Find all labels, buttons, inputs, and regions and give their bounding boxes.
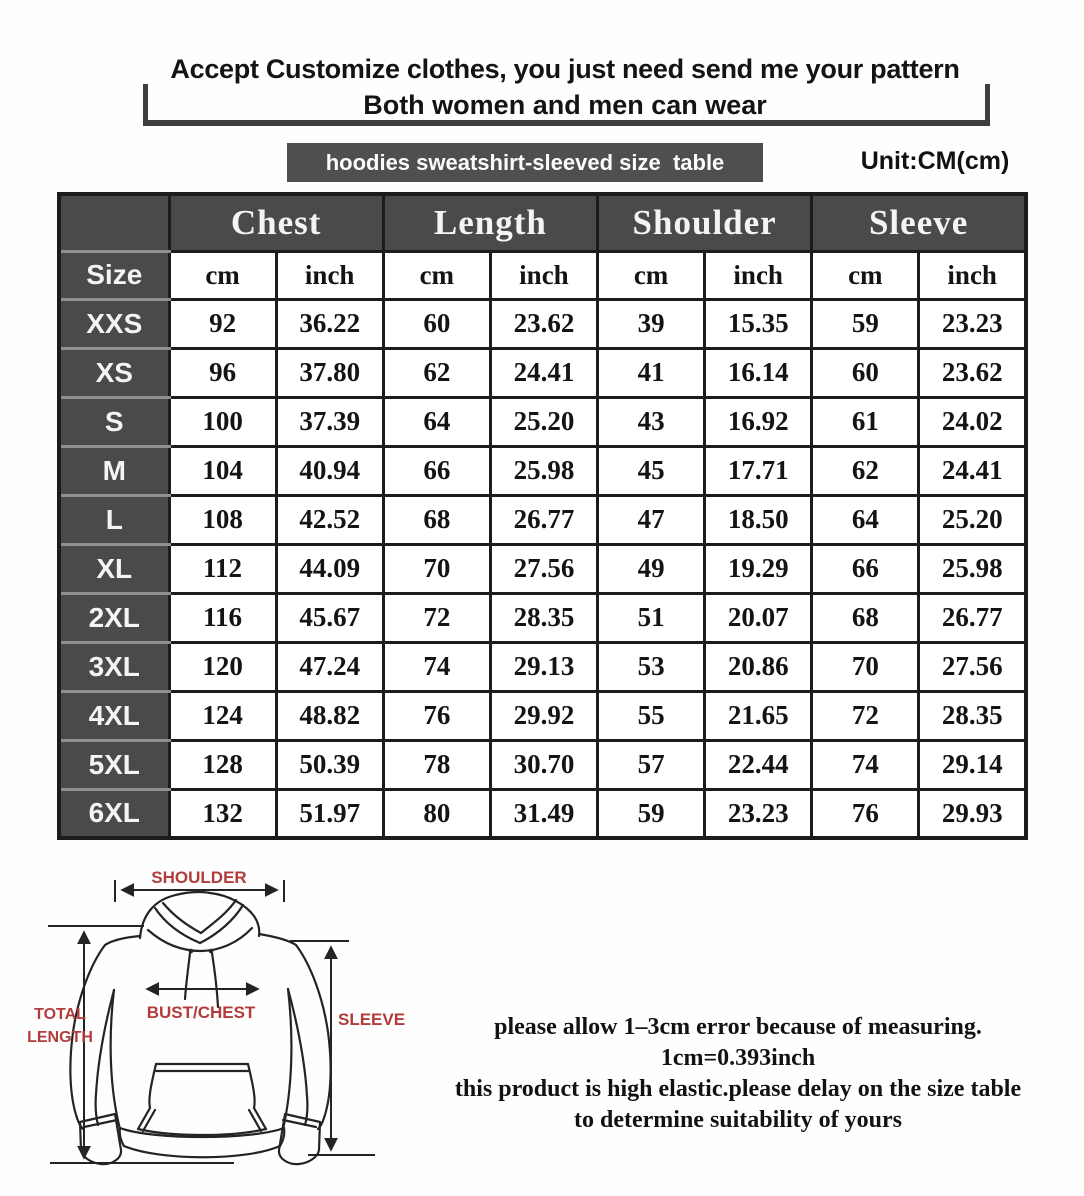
table-cell: 59 — [598, 789, 705, 838]
hoodie-measurement-diagram — [2, 858, 422, 1196]
table-cell: 45.67 — [276, 593, 383, 642]
note-line: this product is high elastic.please delay on the size table — [454, 1076, 1022, 1102]
table-cell: 15.35 — [705, 299, 812, 348]
table-cell: 40.94 — [276, 446, 383, 495]
column-group-shoulder: Shoulder — [598, 194, 812, 251]
table-cell: 66 — [812, 544, 919, 593]
size-label: 5XL — [59, 740, 169, 789]
table-cell: 74 — [812, 740, 919, 789]
table-cell: 124 — [169, 691, 276, 740]
table-cell: 36.22 — [276, 299, 383, 348]
table-cell: 27.56 — [919, 642, 1026, 691]
table-cell: 16.14 — [705, 348, 812, 397]
table-cell: 64 — [812, 495, 919, 544]
table-units-row — [59, 251, 1026, 299]
size-table-container — [57, 192, 1028, 840]
table-cell: 50.39 — [276, 740, 383, 789]
unit-header-cell: cm — [383, 251, 490, 299]
table-cell: 28.35 — [490, 593, 597, 642]
table-cell: 47.24 — [276, 642, 383, 691]
table-row-6xl — [59, 789, 1026, 838]
table-cell: 23.62 — [490, 299, 597, 348]
table-cell: 104 — [169, 446, 276, 495]
table-cell: 62 — [812, 446, 919, 495]
heading-line2: Both women and men can wear — [363, 90, 767, 120]
total-length-label-line1: TOTAL — [34, 1006, 86, 1023]
hoodie-outline — [70, 892, 330, 1164]
unit-header-cell: cm — [169, 251, 276, 299]
table-cell: 100 — [169, 397, 276, 446]
note-line: please allow 1–3cm error because of measuring. — [494, 1014, 982, 1040]
table-cell: 72 — [383, 593, 490, 642]
size-column-header: Size — [59, 251, 169, 299]
table-cell: 49 — [598, 544, 705, 593]
table-cell: 24.02 — [919, 397, 1026, 446]
table-cell: 25.98 — [490, 446, 597, 495]
table-cell: 25.20 — [919, 495, 1026, 544]
table-cell: 61 — [812, 397, 919, 446]
table-cell: 112 — [169, 544, 276, 593]
unit-header-cell: inch — [919, 251, 1026, 299]
table-cell: 29.14 — [919, 740, 1026, 789]
size-label: M — [59, 446, 169, 495]
total-length-label-line2: LENGTH — [27, 1029, 93, 1046]
unit-header-cell: inch — [490, 251, 597, 299]
table-cell: 128 — [169, 740, 276, 789]
table-cell: 60 — [812, 348, 919, 397]
size-label: S — [59, 397, 169, 446]
table-cell: 26.77 — [490, 495, 597, 544]
table-row-m — [59, 446, 1026, 495]
table-row-xxs — [59, 299, 1026, 348]
table-cell: 96 — [169, 348, 276, 397]
table-cell: 44.09 — [276, 544, 383, 593]
table-row-2xl — [59, 593, 1026, 642]
table-cell: 62 — [383, 348, 490, 397]
unit-header-cell: cm — [812, 251, 919, 299]
table-row-5xl — [59, 740, 1026, 789]
heading-bracket-rule — [143, 84, 990, 126]
table-row-s — [59, 397, 1026, 446]
table-cell: 74 — [383, 642, 490, 691]
table-cell: 18.50 — [705, 495, 812, 544]
unit-header-cell: cm — [598, 251, 705, 299]
bust-chest-label: BUST/CHEST — [146, 1003, 256, 1022]
table-cell: 57 — [598, 740, 705, 789]
table-cell: 80 — [383, 789, 490, 838]
unit-label: Unit:CM(cm) — [860, 147, 1010, 175]
table-group-header-row — [59, 194, 1026, 251]
table-cell: 29.92 — [490, 691, 597, 740]
table-cell: 132 — [169, 789, 276, 838]
size-label: L — [59, 495, 169, 544]
table-cell: 24.41 — [919, 446, 1026, 495]
size-label: XL — [59, 544, 169, 593]
column-group-length: Length — [383, 194, 597, 251]
table-cell: 21.65 — [705, 691, 812, 740]
size-label: 2XL — [59, 593, 169, 642]
table-title-banner: hoodies sweatshirt-sleeved size table — [287, 143, 763, 182]
table-cell: 16.92 — [705, 397, 812, 446]
table-cell: 31.49 — [490, 789, 597, 838]
corner-cell — [59, 194, 169, 251]
table-cell: 37.80 — [276, 348, 383, 397]
heading-line1: Accept Customize clothes, you just need send me your pattern — [170, 54, 960, 84]
size-label: XS — [59, 348, 169, 397]
table-cell: 120 — [169, 642, 276, 691]
table-cell: 116 — [169, 593, 276, 642]
column-group-chest: Chest — [169, 194, 383, 251]
sleeve-label: SLEEVE — [338, 1010, 406, 1029]
note-line: 1cm=0.393inch — [660, 1045, 816, 1071]
table-cell: 27.56 — [490, 544, 597, 593]
table-cell: 17.71 — [705, 446, 812, 495]
size-label: 4XL — [59, 691, 169, 740]
table-cell: 108 — [169, 495, 276, 544]
table-cell: 41 — [598, 348, 705, 397]
table-cell: 43 — [598, 397, 705, 446]
table-cell: 29.93 — [919, 789, 1026, 838]
table-cell: 72 — [812, 691, 919, 740]
shoulder-label: SHOULDER — [151, 868, 247, 887]
table-cell: 22.44 — [705, 740, 812, 789]
table-cell: 26.77 — [919, 593, 1026, 642]
table-cell: 68 — [383, 495, 490, 544]
table-cell: 48.82 — [276, 691, 383, 740]
size-label: XXS — [59, 299, 169, 348]
table-cell: 23.23 — [705, 789, 812, 838]
table-cell: 78 — [383, 740, 490, 789]
table-cell: 70 — [812, 642, 919, 691]
table-cell: 29.13 — [490, 642, 597, 691]
size-table — [57, 192, 1028, 840]
table-cell: 42.52 — [276, 495, 383, 544]
table-cell: 64 — [383, 397, 490, 446]
table-cell: 45 — [598, 446, 705, 495]
size-label: 3XL — [59, 642, 169, 691]
table-cell: 25.20 — [490, 397, 597, 446]
table-cell: 70 — [383, 544, 490, 593]
table-cell: 76 — [812, 789, 919, 838]
unit-header-cell: inch — [705, 251, 812, 299]
table-cell: 37.39 — [276, 397, 383, 446]
table-cell: 68 — [812, 593, 919, 642]
table-cell: 51 — [598, 593, 705, 642]
table-cell: 24.41 — [490, 348, 597, 397]
column-group-sleeve: Sleeve — [812, 194, 1026, 251]
table-cell: 53 — [598, 642, 705, 691]
size-label: 6XL — [59, 789, 169, 838]
table-cell: 23.62 — [919, 348, 1026, 397]
unit-header-cell: inch — [276, 251, 383, 299]
table-row-xl — [59, 544, 1026, 593]
table-cell: 51.97 — [276, 789, 383, 838]
table-cell: 66 — [383, 446, 490, 495]
table-cell: 47 — [598, 495, 705, 544]
table-cell: 23.23 — [919, 299, 1026, 348]
table-cell: 76 — [383, 691, 490, 740]
table-cell: 19.29 — [705, 544, 812, 593]
table-row-4xl — [59, 691, 1026, 740]
table-cell: 39 — [598, 299, 705, 348]
table-cell: 20.07 — [705, 593, 812, 642]
table-row-l — [59, 495, 1026, 544]
table-cell: 20.86 — [705, 642, 812, 691]
table-cell: 55 — [598, 691, 705, 740]
table-cell: 28.35 — [919, 691, 1026, 740]
table-cell: 25.98 — [919, 544, 1026, 593]
table-row-xs — [59, 348, 1026, 397]
note-line: to determine suitability of yours — [574, 1107, 902, 1133]
table-cell: 92 — [169, 299, 276, 348]
table-cell: 60 — [383, 299, 490, 348]
table-cell: 59 — [812, 299, 919, 348]
measuring-notes — [408, 1012, 1068, 1136]
table-cell: 30.70 — [490, 740, 597, 789]
table-row-3xl — [59, 642, 1026, 691]
